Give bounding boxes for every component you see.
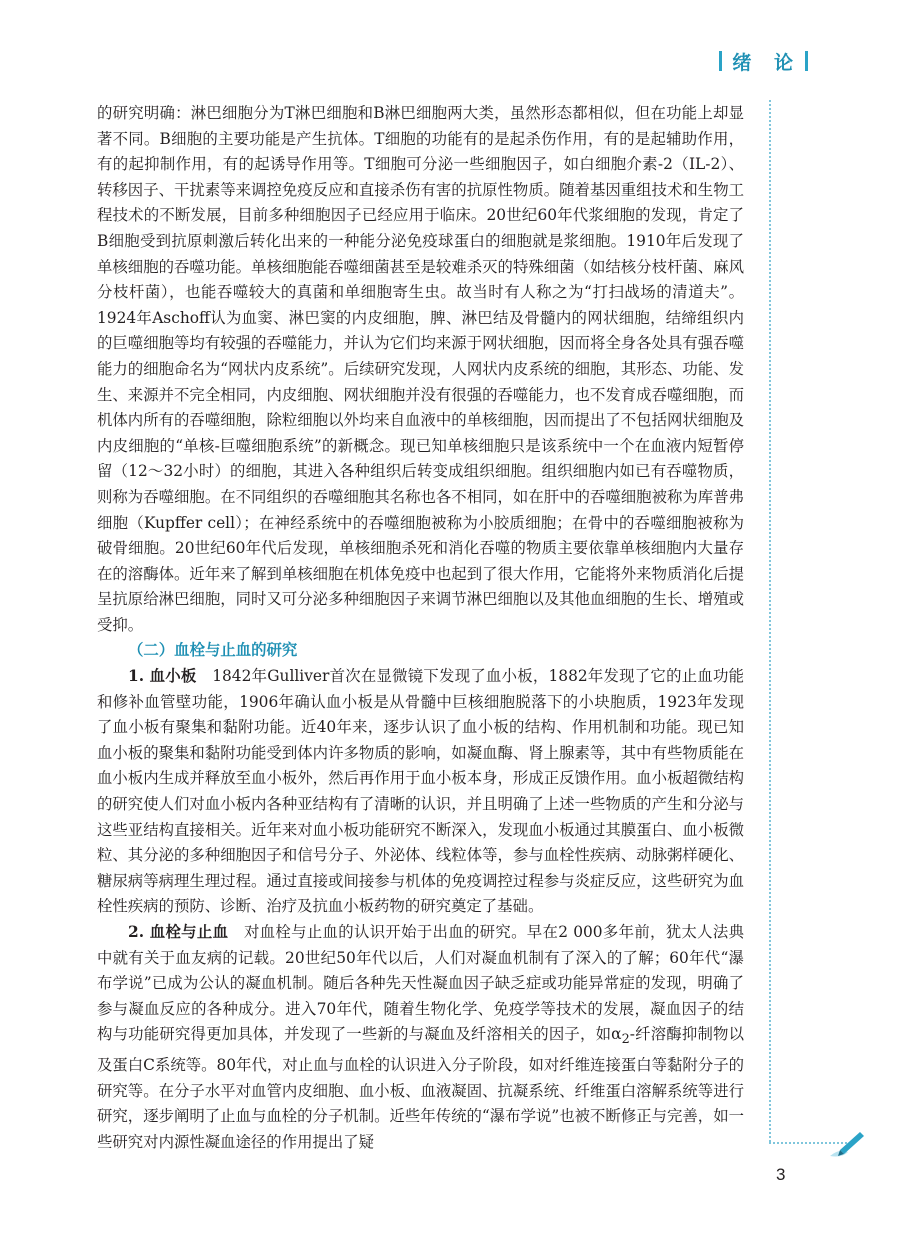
side-dotted-border (769, 100, 771, 1142)
alpha-subscript: 2 (621, 1032, 630, 1048)
paragraph-thrombosis (97, 920, 744, 1155)
pen-icon (826, 1128, 866, 1160)
platelet-text: 1842年Gulliver首次在显微镜下发现了血小板，1882年发现了它的止血功能和修补血管壁功能，1906年确认血小板是从骨髓中巨核细胞脱落下的小块胞质，1923年发现了血小板有聚集和黏附功能。近40年来，逐步认识了血小板的结构、作用机制和功能。现已知血小板的聚集和黏附功能受到体内许多物质的影响，如凝血酶、肾上腺素等，其中有些物质能在血小板内生成并释放至血小板外，然后再作用于血小板本身，形成正反馈作用。血小板超微结构的研究使人们对血小板内各种亚结构有了清晰的认识，并且明确了上述一些物质的产生和分泌与这些亚结构直接相关。近年来对血小板功能研究不断深入，发现血小板通过其膜蛋白、血小板微粒、其分泌的多种细胞因子和信号分子、外泌体、线粒体等，参与血栓性疾病、动脉粥样硬化、糖尿病等病理生理过程。通过直接或间接参与机体的免疫调控过程参与炎症反应，这些研究为血栓性疾病的预防、诊断、治疗及抗血小板药物的研究奠定了基础。 (97, 667, 744, 916)
section-heading: （二）血栓与止血的研究 (128, 641, 298, 660)
header-right-bar (805, 51, 808, 71)
thrombosis-text-a: 对血栓与止血的认识开始于出血的研究。早在2 000多年前，犹太人法典中就有关于血友病的记载。20世纪50年代以后，人们对凝血机制有了深入的了解；60年代“瀑布学说”已成为公认的凝血机制。随后各种先天性凝血因子缺乏症或功能异常症的发现，明确了参与凝血反应的各种成分。进入70年代，随着生物化学、免疫学等技术的发展，凝血因子的结构与功能研究得更加具体，并发现了一些新的与凝血及纤溶相关的因子，如α (97, 923, 744, 1044)
main-content (97, 101, 744, 1155)
chapter-header (719, 48, 808, 74)
lead-thrombosis: 2. 血栓与止血 (128, 923, 229, 941)
page-number: 3 (776, 1165, 786, 1184)
thrombosis-text-b: -纤溶酶抑制物以及蛋白C系统等。80年代，对止血与血栓的认识进入分子阶段，如对纤维连接蛋白等黏附分子的研究等。在分子水平对血管内皮细胞、血小板、血液凝固、抗凝系统、纤维蛋白溶解系统等进行研究，逐步阐明了止血与血栓的分子机制。近些年传统的“瀑布学说”也被不断修正与完善，如一些研究对内源性凝血途径的作用提出了疑 (97, 1025, 744, 1151)
lead-platelet: 1. 血小板 (128, 667, 197, 686)
paragraph-lymphocyte-research: 的研究明确：淋巴细胞分为T淋巴细胞和B淋巴细胞两大类，虽然形态都相似，但在功能上却显著不同。B细胞的主要功能是产生抗体。T细胞的功能有的是起杀伤作用，有的是起辅助作用，有的起抑制作用，有的起诱导作用等。T细胞可分泌一些细胞因子，如白细胞介素-2（IL-2）、转移因子、干扰素等来调控免疫反应和直接杀伤有害的抗原性物质。随着基因重组技术和生物工程技术的不断发展，目前多种细胞因子已经应用于临床。20世纪60年代浆细胞的发现，肯定了B细胞受到抗原刺激后转化出来的一种能分泌免疫球蛋白的细胞就是浆细胞。1910年后发现了单核细胞的吞噬功能。单核细胞能吞噬细菌甚至是较难杀灭的特殊细菌（如结核分枝杆菌、麻风分枝杆菌），也能吞噬较大的真菌和单细胞寄生虫。故当时有人称之为“打扫战场的清道夫”。1924年Aschoff认为血窦、淋巴窦的内皮细胞，脾、淋巴结及骨髓内的网状细胞，结缔组织内的巨噬细胞等均有较强的吞噬能力，并认为它们均来源于网状细胞，因而将全身各处具有强吞噬能力的细胞命名为“网状内皮系统”。后续研究发现，人网状内皮系统的细胞，其形态、功能、发生、来源并不完全相同，内皮细胞、网状细胞并没有很强的吞噬能力，也不发育成吞噬细胞，而机体内所有的吞噬细胞，除粒细胞以外均来自血液中的单核细胞，因而提出了不包括网状细胞及内皮细胞的“单核-巨噬细胞系统”的新概念。现已知单核细胞只是该系统中一个在血液内短暂停留（12～32小时）的细胞，其进入各种组织后转变成组织细胞。组织细胞内如已有吞噬物质，则称为吞噬细胞。在不同组织的吞噬细胞其名称也各不相同，如在肝中的吞噬细胞被称为库普弗细胞（Kupffer cell）；在神经系统中的吞噬细胞被称为小胶质细胞；在骨中的吞噬细胞被称为破骨细胞。20世纪60年代后发现，单核细胞杀死和消化吞噬的物质主要依靠单核细胞内大量存在的溶酶体。近年来了解到单核细胞在机体免疫中也起到了很大作用，它能将外来物质消化后提呈抗原给淋巴细胞，同时又可分泌多种细胞因子来调节淋巴细胞以及其他血细胞的生长、增殖或受抑。 (97, 104, 744, 634)
paragraph-platelet (97, 664, 744, 920)
chapter-label: 绪 论 (732, 51, 801, 74)
